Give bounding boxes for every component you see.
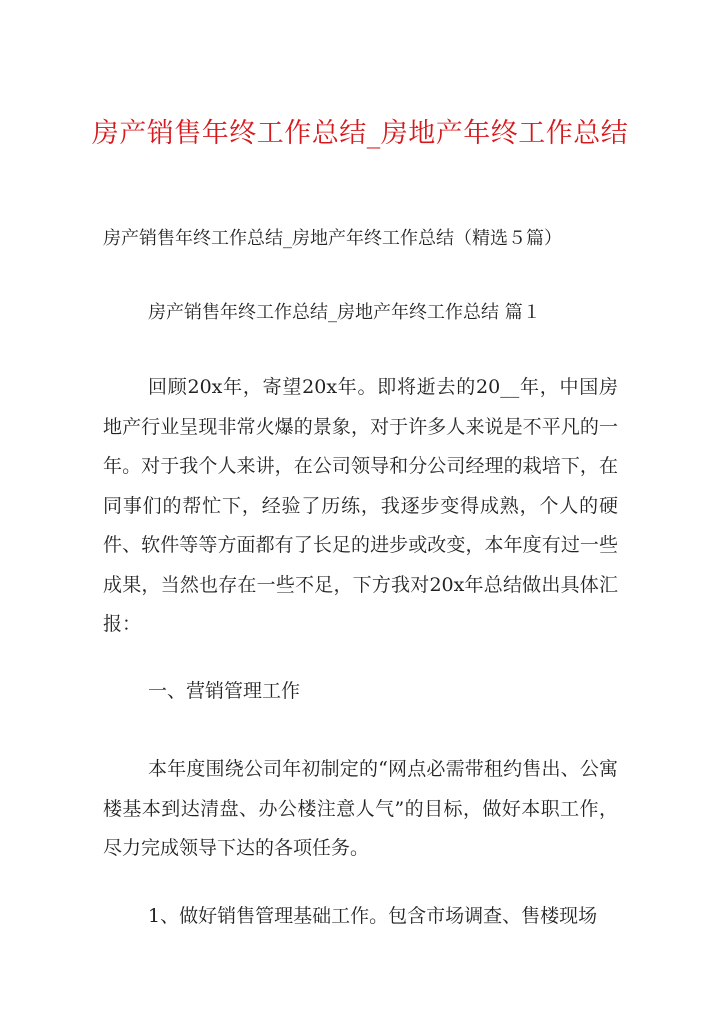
document-subtitle: 房产销售年终工作总结_房地产年终工作总结（精选５篇） (103, 228, 562, 249)
document-title: 房产销售年终工作总结_房地产年终工作总结 (91, 118, 629, 149)
paragraph-item-1: 1、做好销售管理基础工作。包含市场调查、售楼现场 (148, 905, 598, 927)
paragraph-goals: 本年度围绕公司年初制定的“网点必需带租约售出、公寓楼基本到达清盘、办公楼注意人气”的目标，做好本职工作，尽力完成领导下达的各项任务。 (103, 758, 618, 859)
paragraph-intro: 回顾20x年，寄望20x年。即将逝去的20__年，中国房地产行业呈现非常火爆的景象，对于许多人来说是不平凡的一年。对于我个人来讲，在公司领导和分公司经理的栽培下，在同事们的帮忙下，经验了历练，我逐步变得成熟，个人的硬件、软件等等方面都有了长足的进步或改变，本年度有过一些成果，当然也存在一些不足，下方我对20x年总结做出具体汇报： (103, 376, 618, 635)
part-heading: 房产销售年终工作总结_房地产年终工作总结 篇１ (148, 302, 541, 323)
section-heading-marketing: 一、营销管理工作 (148, 680, 301, 702)
